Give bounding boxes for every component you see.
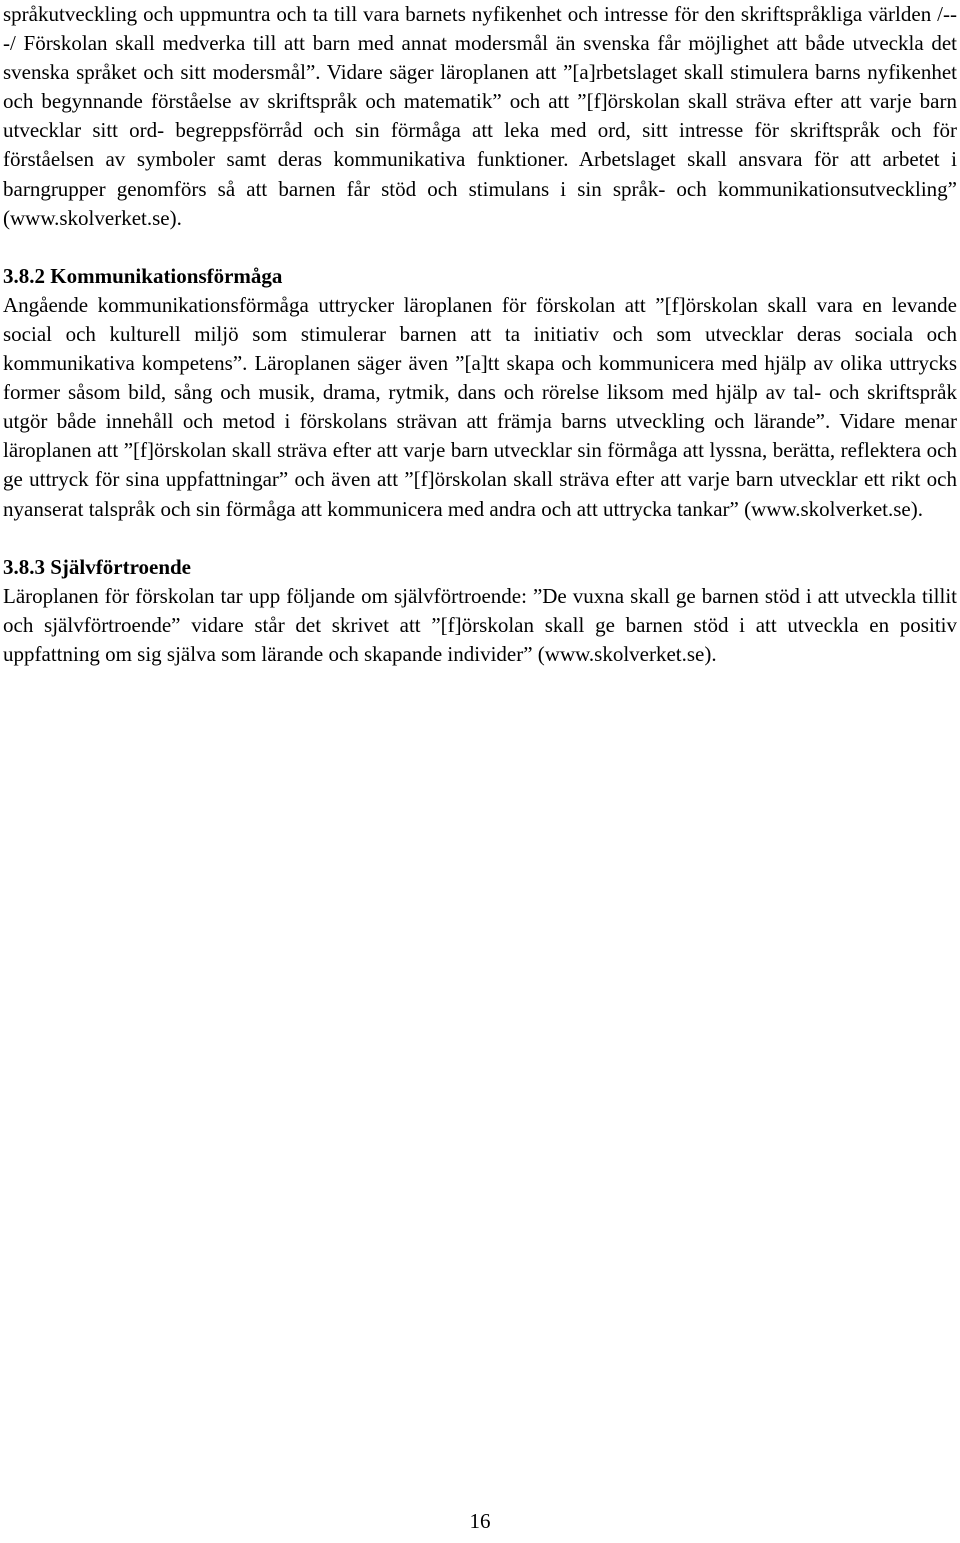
page-content [3, 0, 957, 669]
paragraph-sjalvfortroende: Läroplanen för förskolan tar upp följande om självförtroende: ”De vuxna skall ge barnen stöd i att utveckla tillit och självförtroende” vidare står det skrivet att ”[f]örskolan skall ge barnen stöd i att utveckla en positiv uppfattning om sig själva som lärande och skapande individer” (www.skolverket.se). [3, 583, 957, 666]
paragraph-gap [3, 524, 957, 553]
paragraph-kommunikationsformaga: Angående kommunikationsförmåga uttrycker läroplanen för förskolan att ”[f]örskolan skall vara en levande social och kulturell miljö som stimulerar barnen att ta initiativ och som utvecklar deras sociala och kommunikativa kompetens”. Läroplanen säger även ”[a]tt skapa och kommunicera med hjälp av olika uttrycks former såsom bild, sång och musik, drama, rytmik, dans och rörelse liksom med hjälp av tal- och skriftspråk utgör både innehåll och metod i förskolans strävan att främja barns utveckling och lärande”. Vidare menar läroplanen att ”[f]örskolan skall sträva efter att varje barn utvecklar sin förmåga att lyssna, berätta, reflektera och ge uttryck för sina uppfattningar” och även att ”[f]örskolan skall sträva efter att varje barn utvecklar ett rikt och nyanserat talspråk och sin förmåga att kommunicera med andra och att uttrycka tankar” (www.skolverket.se). [3, 292, 957, 521]
page-number: 16 [469, 1509, 491, 1533]
paragraph-intro: språkutveckling och uppmuntra och ta till vara barnets nyfikenhet och intresse för den skriftspråkliga världen /---/ Förskolan skall medverka till att barn med annat modersmål än svenska får möjlighet att både utveckla det svenska språket och sitt modersmål”. Vidare säger läroplanen att ”[a]rbetslaget skall stimulera barns nyfikenhet och begynnande förståelse av skriftspråk och matematik” och att ”[f]örskolan skall sträva efter att varje barn utvecklar sitt ord- begreppsförråd och sin förmåga att leka med ord, sitt intresse för skriftspråk och för förståelsen av symboler samt deras kommunikativa funktioner. Arbetslaget skall ansvara för att arbetet i barngrupper genomförs så att barnen får stöd och stimulans i sin språk- och kommunikationsutveckling” (www.skolverket.se). [3, 2, 957, 230]
section-heading-kommunikationsformaga [3, 262, 957, 291]
section-title: Kommunikationsförmåga [50, 263, 283, 288]
section-number: 3.8.2 [3, 263, 45, 288]
section-title: Självförtroende [50, 554, 192, 579]
section-number: 3.8.3 [3, 554, 45, 579]
paragraph-gap [3, 233, 957, 262]
section-heading-sjalvfortroende [3, 553, 957, 582]
